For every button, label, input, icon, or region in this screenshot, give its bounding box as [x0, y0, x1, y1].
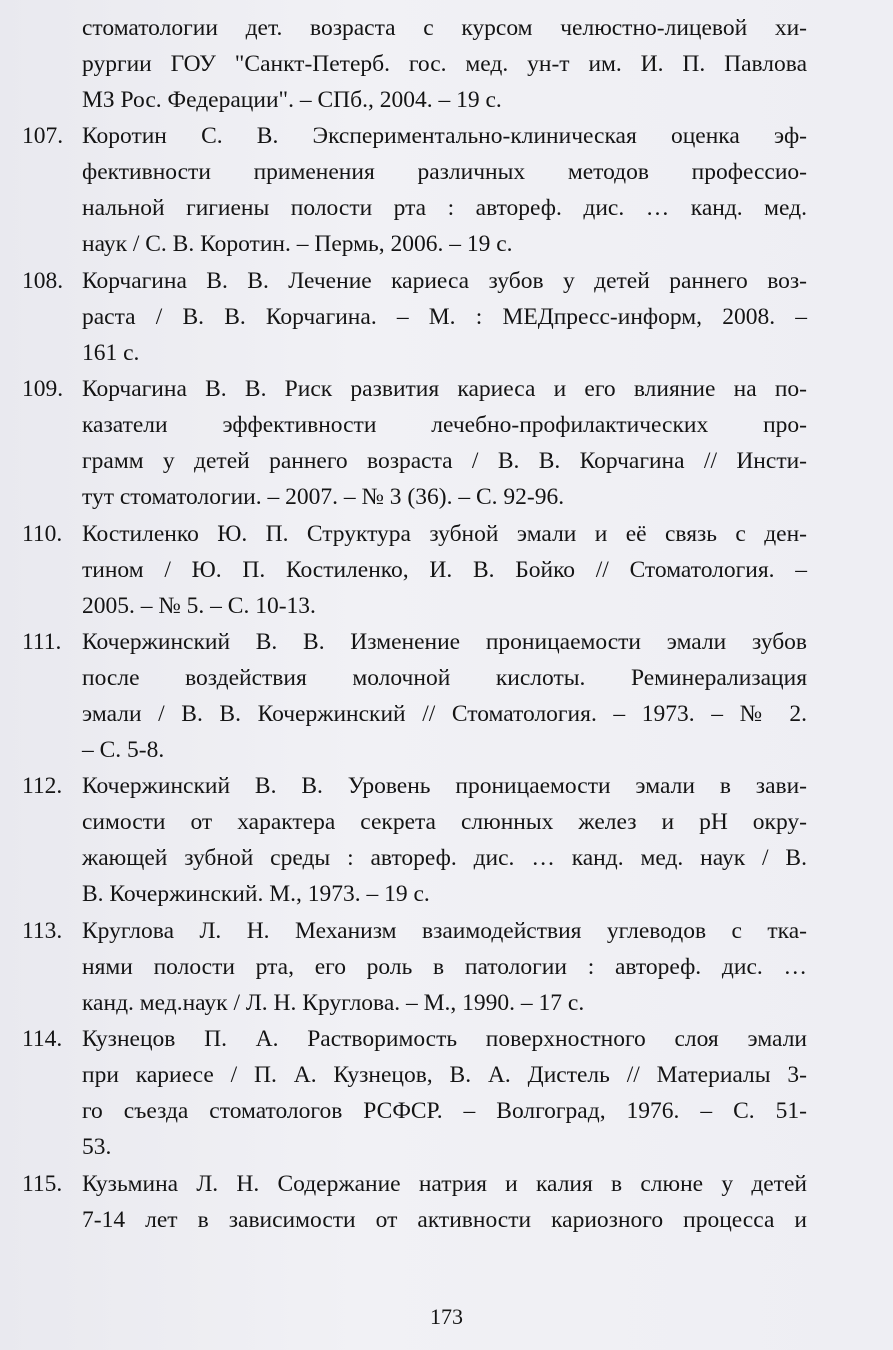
bibliography-entry-114	[22, 1021, 807, 1165]
text-line: после воздействия молочной кислоты. Реминерализация	[82, 665, 807, 691]
text-line: 7-14 лет в зависимости от активности кариозного процесса и	[82, 1207, 807, 1233]
text-line: В. Кочержинский. М., 1973. – 19 с.	[82, 881, 430, 907]
text-line: нями полости рта, его роль в патологии : автореф. дис. …	[82, 954, 807, 980]
text-line: Кочержинский В. В. Уровень проницаемости эмали в зави-	[82, 773, 807, 799]
bibliography-entry-113	[22, 913, 807, 1021]
bibliography-entry-110	[22, 516, 807, 624]
text-line: – С. 5-8.	[82, 737, 165, 763]
entry-number: 107.	[22, 123, 64, 149]
text-line: тут стоматологии. – 2007. – № 3 (36). – С. 92-96.	[82, 484, 565, 510]
bibliography-entry-112	[22, 768, 807, 912]
entry-number: 110.	[22, 521, 63, 547]
text-line: Коротин С. В. Экспериментально-клиническая оценка эф-	[82, 123, 807, 149]
bibliography-entry-111	[22, 624, 807, 768]
entry-number: 109.	[22, 376, 64, 402]
entry-number: 115.	[22, 1171, 63, 1197]
text-line: МЗ Рос. Федерации". – СПб., 2004. – 19 с.	[82, 87, 502, 113]
text-line: при кариесе / П. А. Кузнецов, В. А. Дистель // Материалы 3-	[82, 1062, 807, 1088]
entry-number: 113.	[22, 918, 63, 944]
entry-number: 112.	[22, 773, 63, 799]
page-number: 173	[430, 1304, 463, 1329]
text-line: Корчагина В. В. Риск развития кариеса и его влияние на по-	[82, 376, 807, 402]
text-line: казатели эффективности лечебно-профилактических про-	[82, 412, 807, 438]
bibliography-entry-107	[22, 118, 807, 262]
text-line: эмали / В. В. Кочержинский // Стоматология. – 1973. – № 2.	[82, 701, 807, 727]
text-line: грамм у детей раннего возраста / В. В. Корчагина // Инсти-	[82, 448, 807, 474]
text-line: 2005. – № 5. – С. 10-13.	[82, 593, 316, 619]
continued-entry	[82, 10, 807, 118]
text-line: Кузьмина Л. Н. Содержание натрия и калия в слюне у детей	[82, 1171, 807, 1197]
text-line: Корчагина В. В. Лечение кариеса зубов у детей раннего воз-	[82, 268, 807, 294]
text-line: жающей зубной среды : автореф. дис. … канд. мед. наук / В.	[82, 845, 807, 871]
text-line: Костиленко Ю. П. Структура зубной эмали и её связь с ден-	[82, 521, 807, 547]
text-line: стоматологии дет. возраста с курсом челюстно-лицевой хи-	[82, 15, 807, 41]
text-line: тином / Ю. П. Костиленко, И. В. Бойко // Стоматология. –	[82, 557, 807, 583]
text-line: Круглова Л. Н. Механизм взаимодействия углеводов с тка-	[82, 918, 807, 944]
text-line: рургии ГОУ "Санкт-Петерб. гос. мед. ун-т им. И. П. Павлова	[82, 51, 807, 77]
bibliography-entry-115	[22, 1166, 807, 1238]
text-line: канд. мед.наук / Л. Н. Круглова. – М., 1990. – 17 с.	[82, 990, 585, 1016]
text-line: раста / В. В. Корчагина. – М. : МЕДпресс-информ, 2008. –	[82, 304, 807, 330]
bibliography-entry-109	[22, 371, 807, 515]
text-line: наук / С. В. Коротин. – Пермь, 2006. – 19 с.	[82, 231, 513, 257]
text-line: симости от характера секрета слюнных желез и pH окру-	[82, 809, 807, 835]
entry-number: 111.	[22, 629, 62, 655]
entry-number: 114.	[22, 1026, 63, 1052]
text-line: нальной гигиены полости рта : автореф. дис. … канд. мед.	[82, 195, 807, 221]
bibliography-entry-108	[22, 263, 807, 371]
text-line: 53.	[82, 1134, 112, 1160]
text-line: го съезда стоматологов РСФСР. – Волгоград, 1976. – С. 51-	[82, 1098, 807, 1124]
entry-number: 108.	[22, 268, 64, 294]
text-line: Кочержинский В. В. Изменение проницаемости эмали зубов	[82, 629, 807, 655]
text-line: Кузнецов П. А. Растворимость поверхностного слоя эмали	[82, 1026, 807, 1052]
text-line: 161 с.	[82, 340, 140, 366]
text-line: фективности применения различных методов профессио-	[82, 159, 807, 185]
